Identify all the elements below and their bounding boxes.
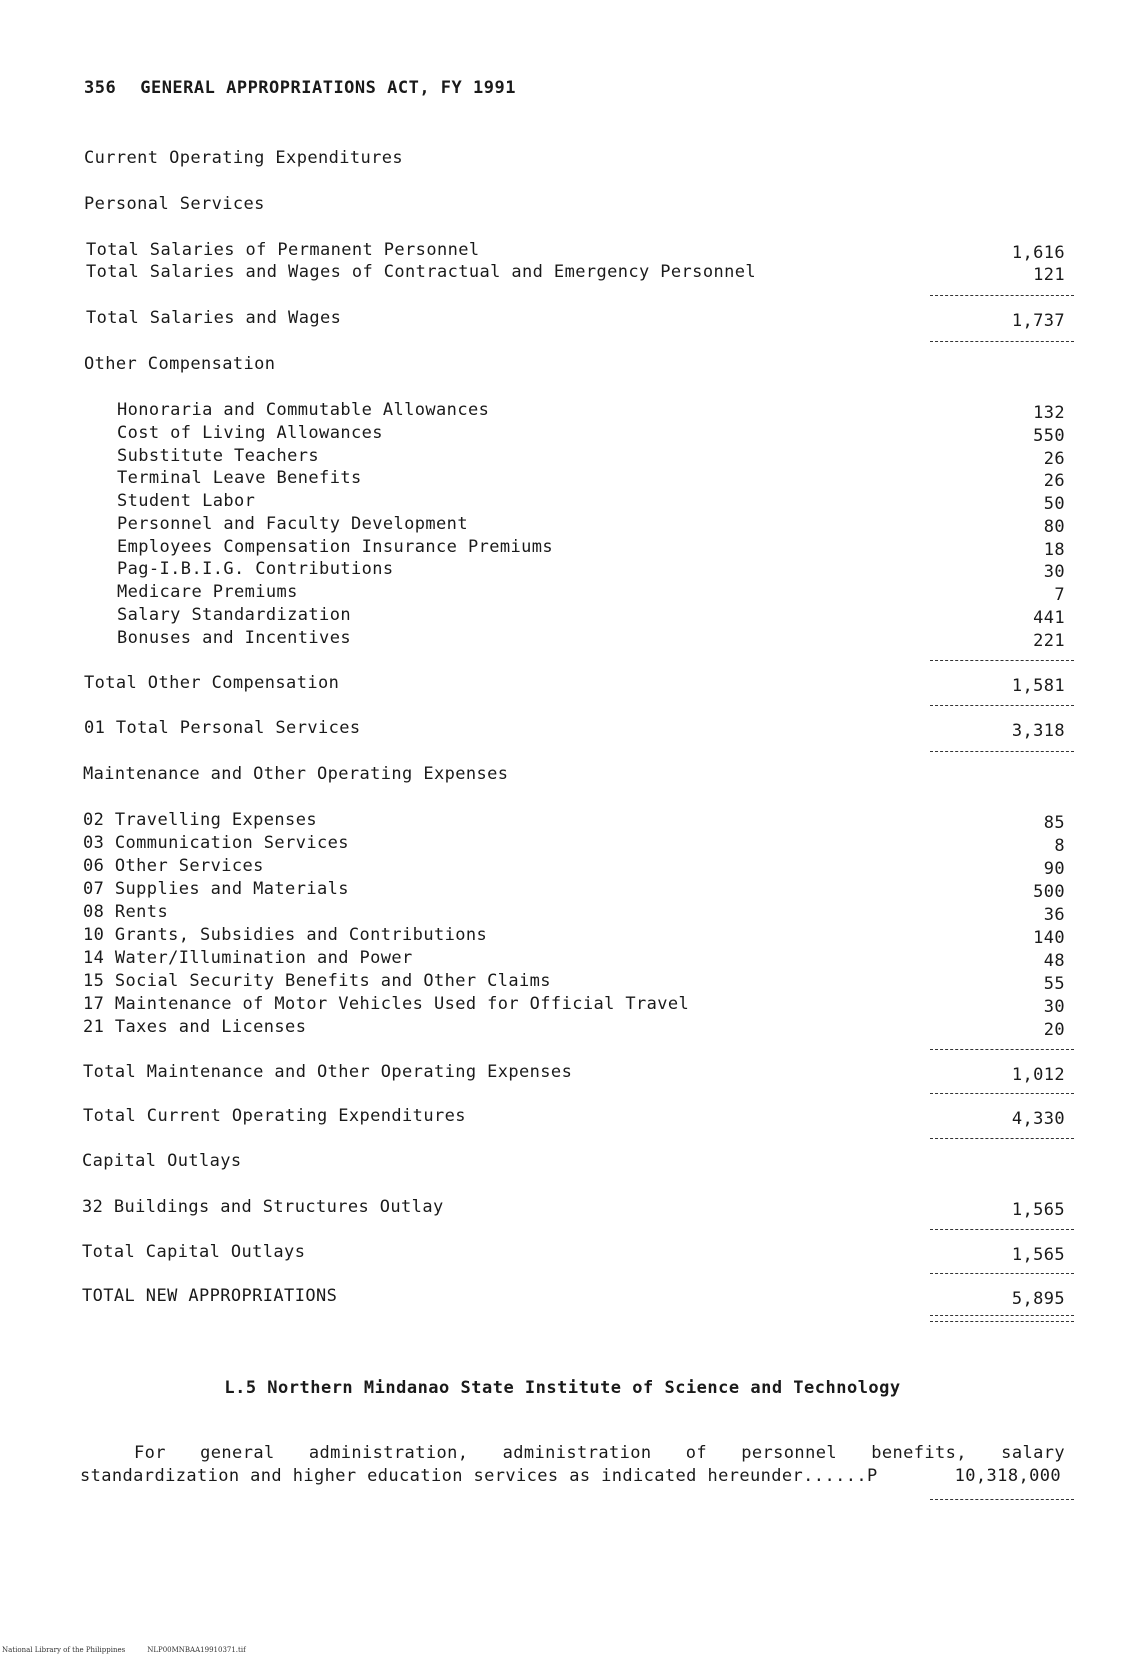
section-amount: 10,318,000 — [954, 1466, 1061, 1486]
section-paragraph-line2 — [80, 1466, 1065, 1486]
page-header-title: GENERAL APPROPRIATIONS ACT, FY 1991 — [140, 78, 516, 98]
line-item-label: Student Labor — [117, 491, 256, 511]
line-item-value: 8 — [1054, 836, 1065, 856]
subtotal-rule — [930, 1093, 1074, 1094]
line-item-value: 48 — [1043, 951, 1065, 971]
subtotal-rule — [930, 1273, 1074, 1274]
subtotal-rule — [930, 1229, 1074, 1230]
total-current-value: 4,330 — [1011, 1109, 1065, 1129]
line-item — [0, 879, 1125, 901]
line-item-value: 90 — [1043, 859, 1065, 879]
line-item — [0, 628, 1125, 650]
line-item-label: Total Salaries and Wages of Contractual and Emergency Personnel — [86, 262, 756, 282]
line-item-label: 21 Taxes and Licenses — [83, 1017, 307, 1037]
line-item — [0, 810, 1125, 832]
section-title: L.5 Northern Mindanao State Institute of Science and Technology — [224, 1378, 901, 1398]
buildings-value: 1,565 — [1011, 1200, 1065, 1220]
line-item — [0, 468, 1125, 490]
line-item-label: Medicare Premiums — [117, 582, 298, 602]
line-item — [0, 514, 1125, 536]
line-item-value: 132 — [1033, 403, 1065, 423]
total-other-comp-label: Total Other Compensation — [84, 673, 340, 693]
total-current-row — [0, 1106, 1125, 1128]
line-item-label: 14 Water/Illumination and Power — [83, 948, 413, 968]
line-item-value: 221 — [1033, 631, 1065, 651]
subtotal-rule — [930, 1049, 1074, 1050]
line-item-value: 7 — [1054, 585, 1065, 605]
line-item-value: 441 — [1033, 608, 1065, 628]
line-item — [0, 491, 1125, 513]
total-other-comp-value: 1,581 — [1011, 676, 1065, 696]
total-capital-row — [0, 1242, 1125, 1264]
total-current-label: Total Current Operating Expenditures — [83, 1106, 466, 1126]
total-new-value: 5,895 — [1011, 1289, 1065, 1309]
line-item-label: Employees Compensation Insurance Premiums — [117, 537, 554, 557]
line-item-label: Terminal Leave Benefits — [117, 468, 362, 488]
total-salaries-row — [0, 308, 1125, 330]
total-other-comp-row — [0, 673, 1125, 695]
line-item — [0, 925, 1125, 947]
line-item — [0, 605, 1125, 627]
line-item — [0, 833, 1125, 855]
line-item-value: 30 — [1043, 997, 1065, 1017]
line-item — [0, 446, 1125, 468]
heading-personal-services: Personal Services — [84, 194, 265, 214]
line-item-label: Bonuses and Incentives — [117, 628, 351, 648]
subtotal-rule — [930, 705, 1074, 706]
line-item-value: 550 — [1033, 426, 1065, 446]
line-item-value: 140 — [1033, 928, 1065, 948]
total-personal-value: 3,318 — [1011, 721, 1065, 741]
line-item — [0, 262, 1125, 284]
total-salaries-value: 1,737 — [1011, 311, 1065, 331]
total-mooe-label: Total Maintenance and Other Operating Expenses — [83, 1062, 573, 1082]
line-item-value: 1,616 — [1011, 243, 1065, 263]
total-personal-row — [0, 718, 1125, 740]
total-personal-label: 01 Total Personal Services — [84, 718, 361, 738]
subtotal-rule — [930, 295, 1074, 296]
line-item-value: 121 — [1033, 265, 1065, 285]
line-item-label: 15 Social Security Benefits and Other Claims — [83, 971, 551, 991]
line-item — [0, 582, 1125, 604]
line-item — [0, 423, 1125, 445]
line-item-label: 02 Travelling Expenses — [83, 810, 317, 830]
heading-capital-outlays: Capital Outlays — [82, 1151, 242, 1171]
line-item-label: Total Salaries of Permanent Personnel — [86, 240, 480, 260]
subtotal-rule — [930, 1138, 1074, 1139]
heading-current-operating: Current Operating Expenditures — [84, 148, 404, 168]
line-item — [0, 240, 1125, 262]
line-item-value: 85 — [1043, 813, 1065, 833]
line-item-value: 50 — [1043, 494, 1065, 514]
line-item-label: Personnel and Faculty Development — [117, 514, 468, 534]
footer-filename: NLP00MNBAA19910371.tif — [147, 1646, 246, 1654]
line-item-label: Substitute Teachers — [117, 446, 320, 466]
total-mooe-row — [0, 1062, 1125, 1084]
line-item-label: Cost of Living Allowances — [117, 423, 383, 443]
line-item-value: 20 — [1043, 1020, 1065, 1040]
page-number: 356 — [84, 78, 117, 98]
footer-library: National Library of the Philippines — [2, 1646, 126, 1654]
line-item-value: 55 — [1043, 974, 1065, 994]
page-header — [84, 78, 516, 98]
section-paragraph-line1: For general administration, administration of personnel benefits, salary — [134, 1443, 1065, 1463]
line-item-label: 03 Communication Services — [83, 833, 349, 853]
subtotal-rule — [930, 751, 1074, 752]
total-capital-label: Total Capital Outlays — [82, 1242, 306, 1262]
line-item — [0, 994, 1125, 1016]
total-new-label: TOTAL NEW APPROPRIATIONS — [82, 1286, 338, 1306]
line-item — [0, 948, 1125, 970]
total-capital-value: 1,565 — [1011, 1245, 1065, 1265]
buildings-label: 32 Buildings and Structures Outlay — [82, 1197, 444, 1217]
subtotal-rule — [930, 341, 1074, 342]
subtotal-rule — [930, 660, 1074, 661]
line-item — [0, 971, 1125, 993]
heading-mooe: Maintenance and Other Operating Expenses — [83, 764, 509, 784]
total-mooe-value: 1,012 — [1011, 1065, 1065, 1085]
line-item-label: 08 Rents — [83, 902, 169, 922]
line-item-value: 36 — [1043, 905, 1065, 925]
line-item-label: 06 Other Services — [83, 856, 264, 876]
line-item-label: Pag-I.B.I.G. Contributions — [117, 559, 394, 579]
line-item-label: Salary Standardization — [117, 605, 351, 625]
total-salaries-label: Total Salaries and Wages — [86, 308, 342, 328]
amount-rule — [930, 1499, 1074, 1500]
scan-footer — [2, 1646, 246, 1654]
line-item-label: 10 Grants, Subsidies and Contributions — [83, 925, 488, 945]
buildings-row — [0, 1197, 1125, 1219]
heading-other-compensation: Other Compensation — [84, 354, 276, 374]
line-item — [0, 400, 1125, 422]
line-item — [0, 537, 1125, 559]
section-paragraph-text: standardization and higher education services as indicated hereunder......P — [80, 1466, 878, 1486]
line-item — [0, 902, 1125, 924]
line-item — [0, 856, 1125, 878]
grand-total-double-rule — [930, 1315, 1074, 1322]
line-item-label: 17 Maintenance of Motor Vehicles Used for Official Travel — [83, 994, 690, 1014]
line-item-value: 26 — [1043, 449, 1065, 469]
line-item-value: 500 — [1033, 882, 1065, 902]
line-item — [0, 559, 1125, 581]
line-item-value: 80 — [1043, 517, 1065, 537]
line-item-value: 26 — [1043, 471, 1065, 491]
line-item-value: 30 — [1043, 562, 1065, 582]
total-new-row — [0, 1286, 1125, 1308]
line-item-label: Honoraria and Commutable Allowances — [117, 400, 490, 420]
line-item-value: 18 — [1043, 540, 1065, 560]
line-item-label: 07 Supplies and Materials — [83, 879, 349, 899]
line-item — [0, 1017, 1125, 1039]
